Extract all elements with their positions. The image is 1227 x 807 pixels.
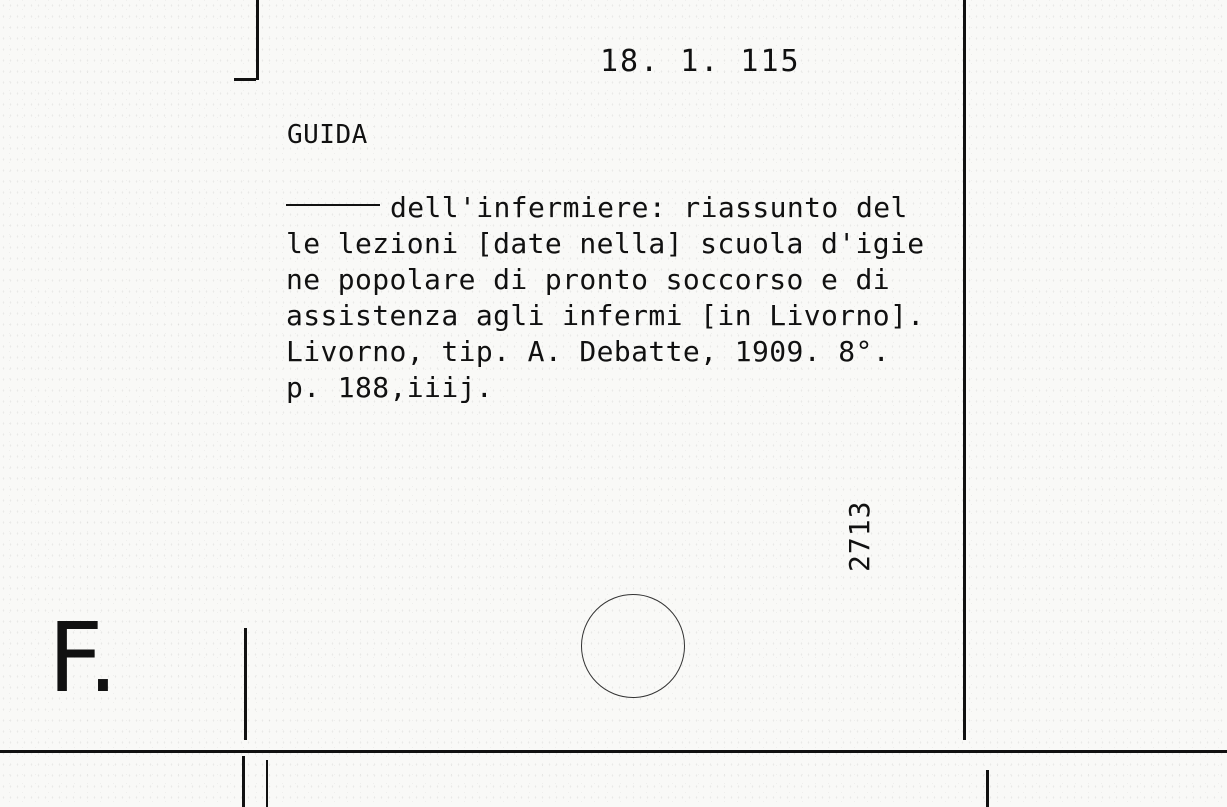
bottom-right-tick — [986, 770, 989, 807]
description-line-4: assistenza agli infermi [in Livorno]. — [286, 299, 925, 332]
description-line-6: p. 188,iiij. — [286, 371, 494, 404]
description-line-2: le lezioni [date nella] scuola d'igie — [286, 227, 925, 260]
bibliographic-description — [286, 190, 976, 406]
description-line-1: dell'infermiere: riassunto del — [286, 190, 976, 226]
bottom-rule — [0, 750, 1227, 753]
left-bracket-bottom — [244, 628, 247, 740]
repeat-heading-dash — [286, 204, 380, 207]
punch-hole-circle — [581, 594, 685, 698]
shelfmark: 18. 1. 115 — [600, 44, 801, 79]
left-bracket-top-hook — [234, 78, 256, 81]
left-bracket-top — [256, 0, 259, 80]
bottom-left-tick-2 — [266, 760, 268, 807]
entry-heading: GUIDA — [287, 120, 368, 150]
bottom-left-tick — [242, 756, 245, 807]
stamp-letter: F. — [48, 602, 119, 714]
description-line-5: Livorno, tip. A. Debatte, 1909. 8°. — [286, 335, 891, 368]
description-line-3: ne popolare di pronto soccorso e di — [286, 263, 891, 296]
inventory-number: 2713 — [843, 500, 876, 572]
